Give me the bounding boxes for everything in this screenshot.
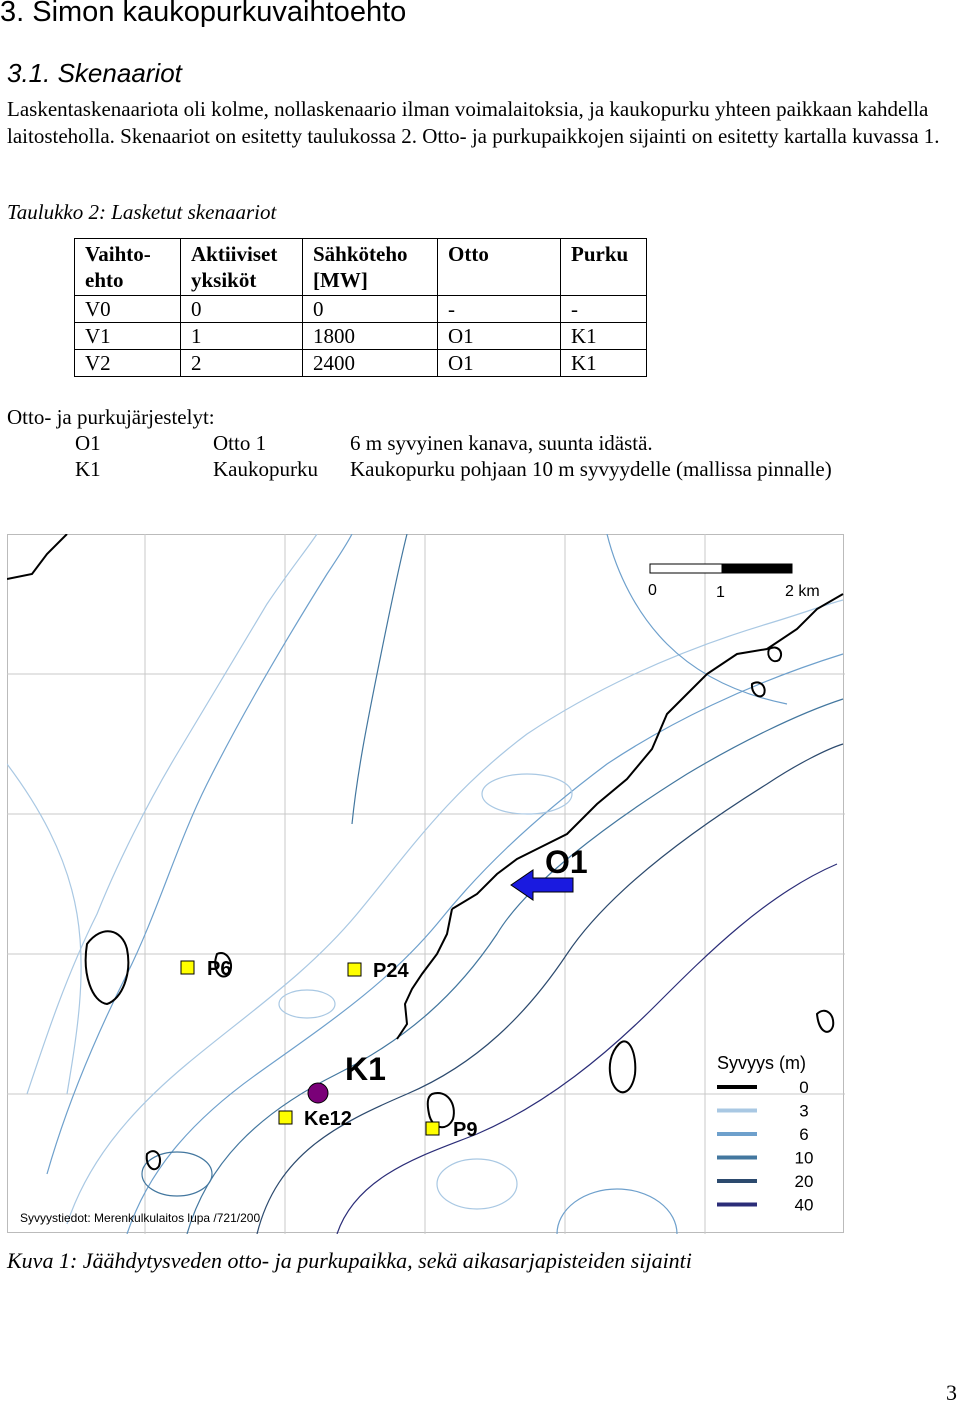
table-cell: 1 bbox=[181, 323, 303, 350]
arrangement-code: K1 bbox=[75, 457, 101, 481]
arrangement-name: Otto 1 bbox=[213, 431, 267, 455]
table-row bbox=[75, 296, 647, 323]
scenario-table bbox=[74, 238, 647, 377]
arrangement-desc: 6 m syvyinen kanava, suunta idästä. bbox=[350, 431, 653, 455]
station-marker-icon bbox=[348, 963, 361, 976]
table-cell: 1800 bbox=[303, 323, 438, 350]
table-cell: O1 bbox=[438, 350, 561, 377]
legend-title: Syvyys (m) bbox=[717, 1053, 806, 1073]
scale-label-2km: 2 km bbox=[785, 583, 820, 600]
station-marker-icon bbox=[426, 1122, 439, 1135]
table-row bbox=[75, 350, 647, 377]
scale-label-1: 1 bbox=[716, 584, 725, 601]
header-cell: Aktiiviset yksiköt bbox=[181, 239, 303, 296]
arrangement-code: O1 bbox=[75, 431, 101, 455]
scale-bar bbox=[650, 564, 792, 573]
figure-caption: Kuva 1: Jäähdytysveden otto- ja purkupaikka, sekä aikasarjapisteiden sijainti bbox=[7, 1248, 692, 1273]
legend-label: 20 bbox=[794, 1172, 814, 1191]
table-cell: O1 bbox=[438, 323, 561, 350]
station-label-p9: P9 bbox=[453, 1119, 478, 1141]
header-cell: Otto bbox=[438, 239, 561, 296]
table-cell: K1 bbox=[561, 323, 647, 350]
legend-label: 40 bbox=[794, 1195, 814, 1215]
table-cell: 0 bbox=[303, 296, 438, 323]
table-row bbox=[75, 323, 647, 350]
table-cell: 2 bbox=[181, 350, 303, 377]
station-label-p6: P6 bbox=[207, 958, 232, 980]
discharge-point-icon bbox=[308, 1083, 328, 1103]
header-cell: Purku bbox=[561, 239, 647, 296]
header-cell: Sähköteho [MW] bbox=[303, 239, 438, 296]
table-cell: - bbox=[438, 296, 561, 323]
legend-label: 3 bbox=[799, 1101, 809, 1121]
source-note: Syvyystiedot: Merenkulkulaitos lupa /721/200 bbox=[20, 1211, 261, 1225]
legend-label: 6 bbox=[799, 1125, 809, 1144]
section-title: 3. Simon kaukopurkuvaihtoehto bbox=[0, 0, 407, 28]
table-cell: 0 bbox=[181, 296, 303, 323]
subsection-title: 3.1. Skenaariot bbox=[7, 58, 182, 88]
table-header-row bbox=[75, 239, 647, 296]
depth-map bbox=[7, 534, 845, 1234]
station-marker-icon bbox=[181, 961, 194, 974]
arrangement-desc: Kaukopurku pohjaan 10 m syvyydelle (mallissa pinnalle) bbox=[350, 457, 832, 481]
header-cell: Vaihto- ehto bbox=[75, 239, 181, 296]
table-cell: V2 bbox=[75, 350, 181, 377]
scale-label-0: 0 bbox=[648, 582, 657, 599]
page-number: 3 bbox=[946, 1380, 957, 1405]
legend-label: 0 bbox=[799, 1078, 809, 1097]
table-cell: K1 bbox=[561, 350, 647, 377]
table-cell: 2400 bbox=[303, 350, 438, 377]
table-cell: V0 bbox=[75, 296, 181, 323]
arrangement-name: Kaukopurku bbox=[213, 457, 318, 481]
station-label-ke12: Ke12 bbox=[304, 1108, 352, 1130]
table-cell: V1 bbox=[75, 323, 181, 350]
arrangements-heading: Otto- ja purkujärjestelyt: bbox=[7, 405, 215, 429]
station-label-p24: P24 bbox=[373, 960, 409, 982]
table-cell: - bbox=[561, 296, 647, 323]
discharge-label-k1: K1 bbox=[345, 1051, 386, 1087]
table-caption: Taulukko 2: Lasketut skenaariot bbox=[7, 200, 277, 224]
intro-paragraph: Laskentaskenaariota oli kolme, nollaskenaario ilman voimalaitoksia, ja kaukopurku yhteen paikkaan kahdella laitosteholla. Skenaariot on esitetty taulukossa 2. Otto- ja purkupaikkojen sijainti on esitetty kartalla kuvassa 1. bbox=[7, 97, 940, 148]
station-marker-icon bbox=[279, 1111, 292, 1124]
intake-label-o1: O1 bbox=[545, 844, 588, 880]
legend-label: 10 bbox=[794, 1148, 814, 1168]
